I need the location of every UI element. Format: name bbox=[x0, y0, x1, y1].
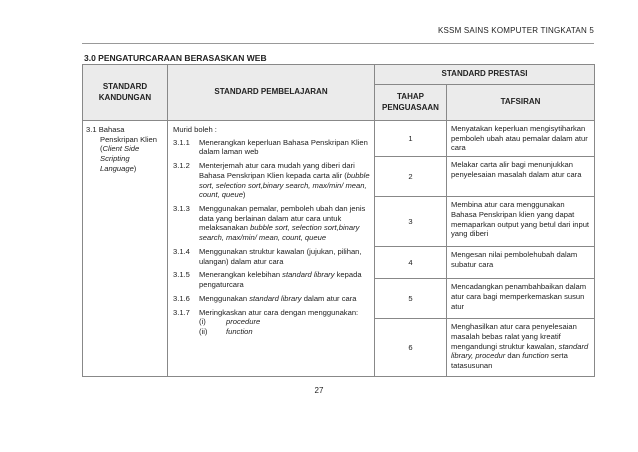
standards-table bbox=[82, 64, 595, 377]
header-tafsiran: TAFSIRAN bbox=[447, 85, 595, 121]
page-number: 27 bbox=[314, 386, 324, 395]
tahap-2: 2 bbox=[375, 157, 447, 197]
header-standard-kandungan: STANDARD KANDUNGAN bbox=[83, 65, 168, 121]
header-rule bbox=[82, 43, 594, 44]
standard-kandungan-cell: 3.1 Bahasa Penskripan Klien (Client Side Scripting Language) bbox=[83, 121, 168, 377]
tafsiran-6: Menghasilkan atur cara penyelesaian masalah bebas ralat yang kreatif mengandungi struktur kawalan, standard library, procedur dan function serta tatasusunan bbox=[447, 319, 595, 377]
learning-item-3-1-5: 3.1.5 Menerangkan kelebihan standard library kepada pengaturcara bbox=[173, 270, 362, 290]
document-header: KSSM SAINS KOMPUTER TINGKATAN 5 bbox=[437, 26, 594, 35]
tahap-1: 1 bbox=[375, 121, 447, 157]
header-standard-prestasi: STANDARD PRESTASI bbox=[375, 65, 595, 85]
tafsiran-4: Mengesan nilai pembolehubah dalam subatur cara bbox=[447, 247, 595, 279]
sub-item-procedure: (i) procedure bbox=[199, 317, 261, 327]
section-title: 3.0 PENGATURCARAAN BERASASKAN WEB bbox=[84, 53, 267, 63]
learning-item-3-1-1: 3.1.1 Menerangkan keperluan Bahasa Penskripan Klien dalam laman web bbox=[173, 137, 368, 157]
header-tahap-penguasaan: TAHAP PENGUASAAN bbox=[375, 85, 447, 121]
sub-item-function: (ii) function bbox=[199, 326, 253, 336]
header-standard-pembelajaran: STANDARD PEMBELAJARAN bbox=[168, 65, 375, 121]
tahap-4: 4 bbox=[375, 247, 447, 279]
tafsiran-5: Mencadangkan penambahbaikan dalam atur cara bagi memperkemaskan susun atur bbox=[447, 279, 595, 319]
tafsiran-2: Melakar carta alir bagi menunjukkan penyelesaian masalah dalam atur cara bbox=[447, 157, 595, 197]
tafsiran-1: Menyatakan keperluan mengisytiharkan pemboleh ubah atau pemalar dalam atur cara bbox=[447, 121, 595, 157]
tahap-5: 5 bbox=[375, 279, 447, 319]
learning-item-3-1-4: 3.1.4 Menggunakan struktur kawalan (jujukan, pilihan, ulangan) dalam atur cara bbox=[173, 246, 362, 266]
learning-item-3-1-2: 3.1.2 Menterjemah atur cara mudah yang diberi dari Bahasa Penskripan Klien kepada carta alir (bubble sort, selection sort,binary search, max/min/ mean, count, queue) bbox=[173, 161, 370, 200]
tafsiran-3: Membina atur cara menggunakan Bahasa Penskripan klien yang dapat memaparkan output yang betul dari input yang diberi bbox=[447, 197, 595, 247]
learning-item-3-1-7: 3.1.7 Meringkaskan atur cara dengan menggunakan: (i) procedure (ii) function bbox=[173, 308, 372, 337]
learning-item-3-1-6: 3.1.6 Menggunakan standard library dalam atur cara bbox=[173, 293, 357, 303]
murid-boleh-label: Murid boleh : bbox=[173, 125, 217, 134]
tahap-6: 6 bbox=[375, 319, 447, 377]
standard-pembelajaran-cell bbox=[168, 121, 375, 377]
tahap-3: 3 bbox=[375, 197, 447, 247]
learning-item-3-1-3: 3.1.3 Menggunakan pemalar, pemboleh ubah dan jenis data yang berlainan dalam atur cara untuk melaksanakan bubble sort, selection sort,binary search, max/min/ mean, count, queue bbox=[173, 204, 366, 243]
